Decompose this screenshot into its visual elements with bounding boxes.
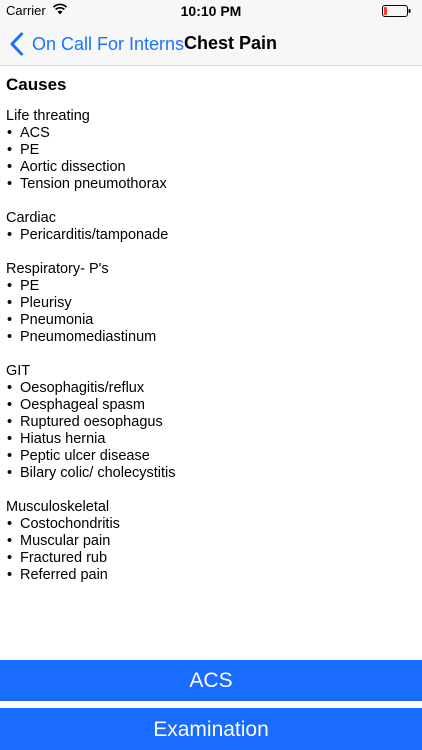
content-area[interactable] xyxy=(0,67,422,659)
list-item: • ACS xyxy=(6,125,416,142)
bullet-list xyxy=(6,516,416,584)
back-button-label: On Call For Interns xyxy=(32,33,185,54)
examination-button[interactable]: Examination xyxy=(0,708,422,750)
battery-icon xyxy=(382,5,412,17)
list-item: • Hiatus hernia xyxy=(6,431,416,448)
bullet-list xyxy=(6,380,416,482)
list-item: • Aortic dissection xyxy=(6,159,416,176)
section-title: Respiratory- P's xyxy=(6,261,109,277)
causes-heading: Causes xyxy=(6,75,67,94)
list-item: • Pneumonia xyxy=(6,312,416,329)
section-musculoskeletal xyxy=(6,499,416,584)
section-respiratory xyxy=(6,261,416,346)
list-item: • Fractured rub xyxy=(6,550,416,567)
status-time: 10:10 PM xyxy=(180,3,242,19)
back-button[interactable] xyxy=(8,30,184,58)
list-item: • Oesphageal spasm xyxy=(6,397,416,414)
bullet-list xyxy=(6,125,416,193)
section-title: Cardiac xyxy=(6,210,56,226)
carrier-label: Carrier xyxy=(6,3,46,18)
list-item: • Tension pneumothorax xyxy=(6,176,416,193)
page-title: Chest Pain xyxy=(184,33,278,53)
list-item: • Bilary colic/ cholecystitis xyxy=(6,465,416,482)
bullet-list xyxy=(6,278,416,346)
list-item: • PE xyxy=(6,278,416,295)
list-item: • Ruptured oesophagus xyxy=(6,414,416,431)
list-item: • Referred pain xyxy=(6,567,416,584)
section-title: Musculoskeletal xyxy=(6,499,110,515)
list-item: • Peptic ulcer disease xyxy=(6,448,416,465)
bullet-list xyxy=(6,227,416,244)
list-item: • Muscular pain xyxy=(6,533,416,550)
list-item: • Oesophagitis/reflux xyxy=(6,380,416,397)
section-life-threatening xyxy=(6,108,416,193)
list-item: • Pleurisy xyxy=(6,295,416,312)
navigation-bar xyxy=(0,22,422,66)
list-item: • Costochondritis xyxy=(6,516,416,533)
section-title: Life threating xyxy=(6,108,90,124)
section-cardiac xyxy=(6,210,416,244)
status-bar xyxy=(0,0,422,22)
list-item: • PE xyxy=(6,142,416,159)
acs-button[interactable]: ACS xyxy=(0,660,422,701)
list-item: • Pericarditis/tamponade xyxy=(6,227,416,244)
chevron-left-icon xyxy=(8,30,28,58)
list-item: • Pneumomediastinum xyxy=(6,329,416,346)
section-title: GIT xyxy=(6,363,31,379)
section-git xyxy=(6,363,416,482)
